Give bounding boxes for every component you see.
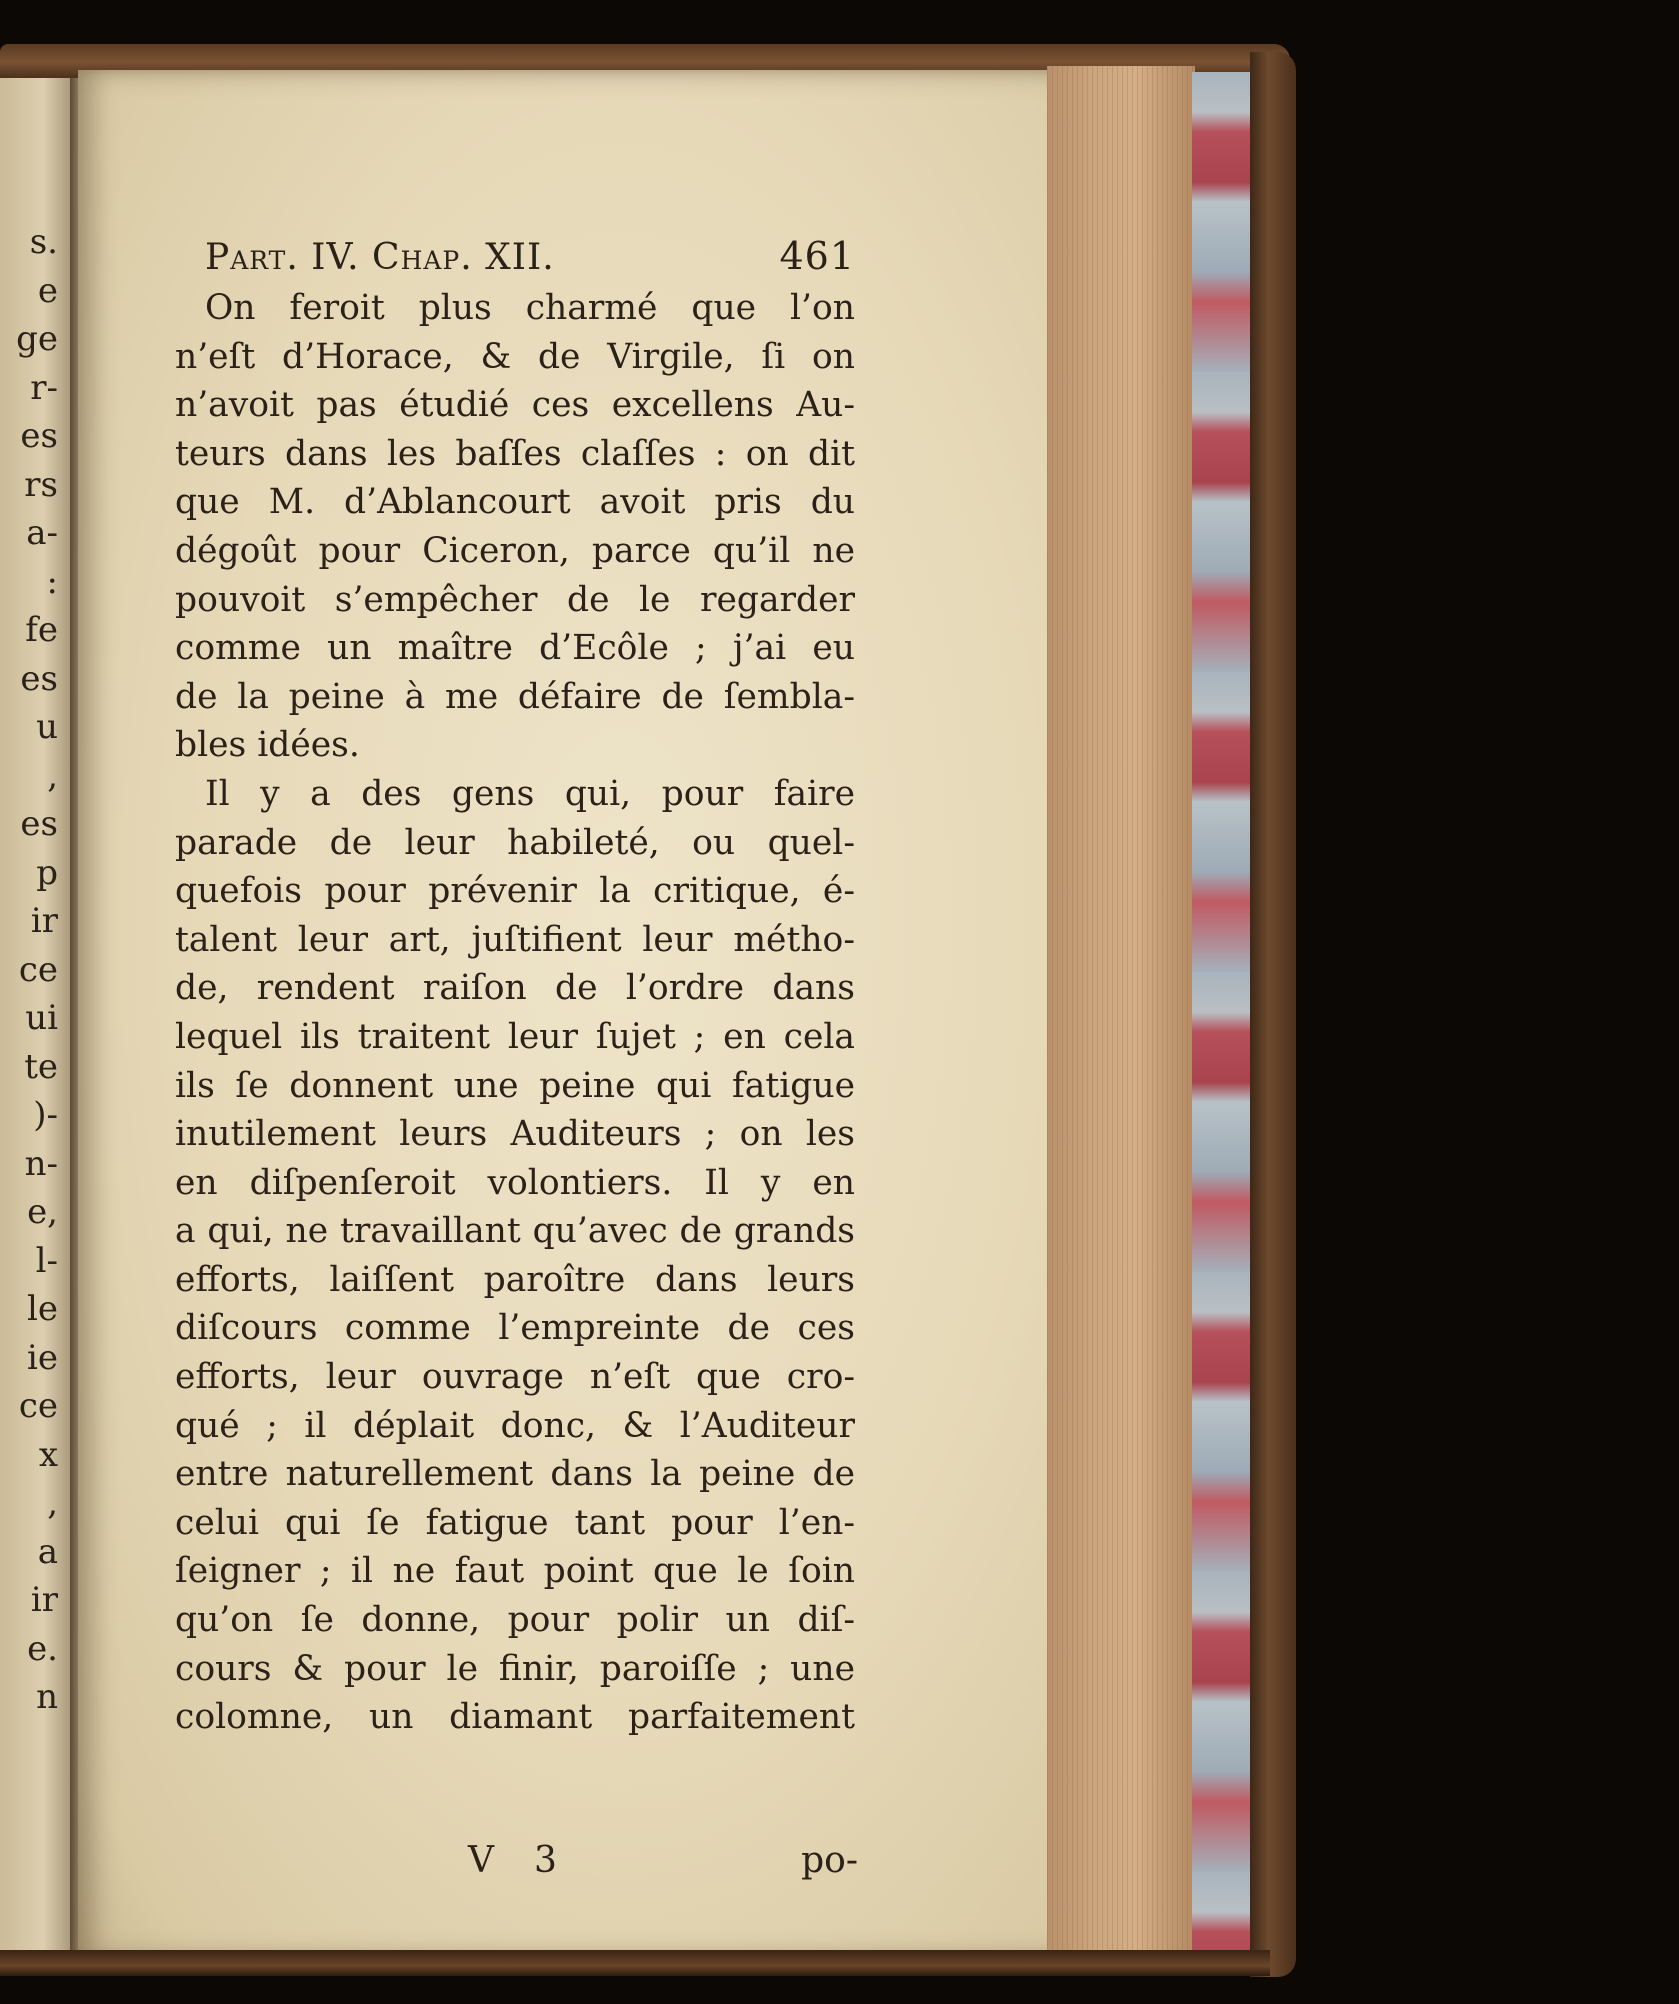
text-line: efforts, laiſſent paroître dans leurs (175, 1259, 855, 1300)
left-page-fragment: )- (33, 1095, 58, 1135)
left-page-fragment: ie (27, 1337, 58, 1378)
text-line: que M. d’Ablancourt avoit pris du (175, 482, 855, 523)
text-line: a qui, ne travaillant qu’avec de grands (175, 1211, 855, 1252)
text-line: ils ſe donnent une peine qui fatigue (175, 1065, 855, 1106)
left-page-text-fragments (0, 218, 72, 1722)
text-line: colomne, un diamant parfaitement (175, 1697, 855, 1738)
text-line: teurs dans les baſſes claſſes : on dit (175, 433, 855, 474)
marbled-edge (1192, 72, 1250, 1952)
left-page-fragment: e, (27, 1192, 58, 1232)
left-page-fragment: p (36, 852, 58, 893)
text-line: de, rendent raiſon de l’ordre dans (175, 968, 855, 1009)
left-page-fragment: e. (27, 1628, 58, 1669)
text-line: Il y a des gens qui, pour faire (205, 773, 855, 814)
text-line: dégoût pour Ciceron, parce qu’il ne (175, 530, 855, 571)
left-page-fragment: u (36, 707, 58, 747)
text-line: pouvoit s’empêcher de le regarder (175, 579, 855, 620)
left-page-fragment: e (37, 270, 58, 311)
text-line: en diſpenſeroit volontiers. Il y en (175, 1162, 855, 1203)
text-line: bles idées. (175, 725, 360, 766)
left-page-fragment: fe (25, 610, 58, 650)
text-line: cours & pour le finir, paroiſſe ; une (175, 1648, 855, 1689)
left-page-fragment: te (24, 1046, 58, 1087)
left-page-fragment: a (37, 1531, 58, 1572)
text-line: comme un maître d’Ecôle ; j’ai eu (175, 628, 855, 669)
left-page-fragment: ce (18, 1386, 58, 1426)
left-page-fragment: r- (30, 367, 58, 408)
running-header (175, 234, 855, 284)
text-line: celui qui ſe fatigue tant pour l’en- (175, 1502, 855, 1543)
text-line: talent leur art, juſtifient leur métho- (175, 919, 855, 960)
right-page (78, 70, 1063, 1958)
left-page-fragment: ce (18, 949, 58, 990)
page-fore-edge (1047, 66, 1195, 1962)
text-line: n’eſt d’Horace, & de Virgile, ſi on (175, 336, 855, 377)
page-footer (468, 1840, 858, 1881)
text-line: On feroit plus charmé que l’on (205, 288, 855, 328)
signature-number: 3 (534, 1840, 557, 1881)
left-page-fragment: : (46, 561, 58, 602)
body-text (175, 284, 855, 1742)
bottom-binding (0, 1950, 1270, 1976)
text-line: lequel ils traitent leur ſujet ; en cela (175, 1016, 855, 1057)
left-page-fragment: le (27, 1289, 58, 1329)
left-page (0, 78, 72, 1968)
left-page-fragment: es (20, 804, 58, 844)
left-page-fragment: a- (26, 513, 58, 553)
left-page-fragment: , (47, 755, 58, 796)
text-line: entre naturellement dans la peine de (175, 1454, 855, 1495)
catchword: po- (801, 1840, 858, 1881)
text-line: ſeigner ; il ne faut point que le ſoin (175, 1551, 855, 1592)
left-page-fragment: , (47, 1483, 58, 1523)
leather-cover (1250, 52, 1296, 1977)
left-page-fragment: ui (25, 998, 58, 1038)
left-page-fragment: l- (35, 1240, 58, 1281)
text-line: n’avoit pas étudié ces excellens Au- (175, 385, 855, 426)
signature-mark (468, 1840, 557, 1881)
text-line: inutilement leurs Auditeurs ; on les (175, 1114, 855, 1155)
text-line: efforts, leur ouvrage n’eſt que cro- (175, 1357, 855, 1398)
text-line: quefois pour prévenir la critique, é- (175, 871, 855, 912)
text-line: de la peine à me défaire de ſembla- (175, 676, 855, 717)
signature-letter: V (468, 1840, 494, 1881)
left-page-fragment: ge (16, 319, 58, 359)
text-line: qu’on ſe donne, pour polir un diſ- (175, 1600, 855, 1641)
left-page-fragment: s. (29, 222, 58, 262)
left-page-fragment: rs (24, 464, 58, 505)
running-title: Part. IV. Chap. XII. (205, 237, 555, 278)
left-page-fragment: ir (30, 901, 58, 941)
page-number: 461 (779, 234, 855, 278)
left-page-fragment: n- (24, 1143, 58, 1184)
left-page-fragment: x (38, 1434, 58, 1475)
text-line: parade de leur habileté, ou quel- (175, 822, 855, 863)
left-page-fragment: ir (30, 1580, 58, 1620)
page-text-block (175, 234, 855, 1742)
left-page-fragment: n (36, 1677, 58, 1717)
left-page-fragment: es (20, 658, 58, 699)
left-page-fragment: es (20, 416, 58, 456)
text-line: qué ; il déplait donc, & l’Auditeur (175, 1405, 855, 1446)
text-line: diſcours comme l’empreinte de ces (175, 1308, 855, 1349)
